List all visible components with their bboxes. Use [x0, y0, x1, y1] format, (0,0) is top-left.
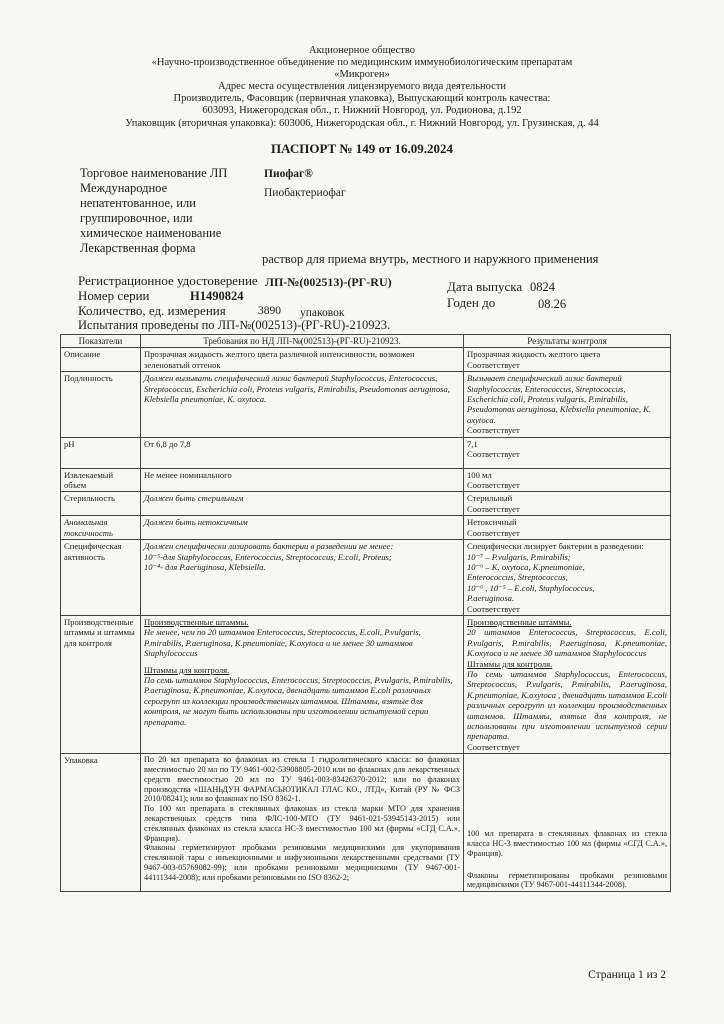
reg-label: Регистрационное удостоверение — [78, 273, 258, 288]
req-identity: Должен вызывать специфический лизис бактерий Staphylococcus, Enterococcus, Streptococcus, Escherichia coli, Proteus vulgaris, P.mirabilis, Pseudomonas aeruginosa, Klebsiella pneumoniae, K. oxytoca. — [141, 372, 464, 437]
res-volume — [464, 468, 671, 492]
table-row — [61, 492, 671, 516]
res-activity-line: P.aeruginosa. — [467, 593, 515, 604]
req-packaging — [141, 754, 464, 892]
table-header-row — [61, 335, 671, 348]
table-row — [61, 540, 671, 616]
row-name-description: Описание — [61, 348, 141, 372]
org-type: Акционерное общество — [309, 45, 415, 56]
org-short-name: «Микроген» — [334, 69, 390, 80]
res-sterility — [464, 492, 671, 516]
inn-label-line3: группировочное, или — [80, 211, 193, 225]
row-name-activity: Специфическая активность — [61, 540, 141, 616]
res-ph-verdict: Соответствует — [467, 449, 520, 460]
req-strains-control: По семь штаммов Staphylococcus, Enterococcus, Streptococcus, P.vulgaris, P.mirabilis, P.aeruginosa, K.pneumoniae, K.oxytoca, двенадцать штаммов E.coli различных серогрупп из коллекции производственных штаммов. Штаммы, взятые для контроля, не могут быть использованы при изготовлении испытуемой серии препарата. — [144, 674, 453, 727]
req-packaging-p1: По 20 мл препарата во флаконах из стекла 1 гидролитического класса: во флаконах вместимостью 20 мл по ТУ 9461-002-53908805-2010 или во флаконах для лекарственных средств вместимостью 20 мл по ТУ 9461-003-83426370-2012; или во флаконах производства «ШАНЬДУН ФАРМАСЬЮТИКАЛ ГЛАС КО., ЛТД», Китай (РУ № ФСЗ 2010/08241); или во флаконах по ISO 8362-1. — [144, 755, 460, 804]
quantity-label: Количество, ед. измерения — [78, 303, 226, 318]
row-name-identity: Подлинность — [61, 372, 141, 437]
res-strains-verdict: Соответствует — [467, 741, 520, 752]
res-identity-value: Вызывает специфический лизис бактерий Staphylococcus, Enterococcus, Streptococcus, Escherichia coli, Proteus vulgaris, P.mirabilis, Pseudomonas aeruginosa, Klebsiella pneumoniae, K. oxytoca. — [467, 373, 652, 425]
res-toxicity — [464, 516, 671, 540]
res-activity — [464, 540, 671, 616]
req-strains-heading-control: Штаммы для контроля. — [144, 664, 230, 675]
packer-address: Упаковщик (вторичная упаковка): 603006, Нижегородская обл., г. Нижний Новгород, ул. Грузинская, д. 44 — [125, 118, 599, 129]
series-value: Н1490824 — [190, 289, 244, 303]
series-label: Номер серии — [78, 288, 150, 303]
release-value: 0824 — [530, 280, 555, 294]
trade-name-label: Торговое наименование ЛП — [80, 166, 228, 180]
req-packaging-p2: По 100 мл препарата в стеклянных флаконах из стекла марки МТО для хранения лекарственных средств типа ФЛС-100-МТО (ТУ 9461-021-53945143-2015) или стеклянных флаконах из стекла класса НС-3 вместимостью 100 мл (фирмы «СГД С.А.», Франция). — [144, 804, 460, 843]
quantity-value: 3890 — [258, 305, 281, 317]
res-strains-heading-production: Производственные штаммы. — [467, 616, 572, 627]
tests-line: Испытания проведены по ЛП-№(002513)-(РГ-RU)-210923. — [78, 318, 391, 332]
res-packaging — [464, 754, 671, 892]
table-row — [61, 615, 671, 753]
trade-name-value: Пиофаг® — [264, 168, 313, 180]
req-volume: Не менее номинального — [141, 468, 464, 492]
res-packaging-p2: Флаконы герметизированы пробками резиновыми медицинскими (ТУ 9467-001-44111344-2008). — [467, 870, 667, 890]
res-activity-line: 10⁻⁶ , 10⁻⁵ – E.coli, Staphylococcus, — [467, 582, 595, 593]
row-name-volume: Извлекаемый объем — [61, 468, 141, 492]
res-strains — [464, 615, 671, 753]
res-identity-verdict: Соответствует — [467, 425, 520, 436]
expiry-value: 08.26 — [538, 297, 567, 311]
producer-line: Производитель, Фасовщик (первичная упаковка), Выпускающий контроль качества: — [173, 93, 551, 104]
req-activity — [141, 540, 464, 616]
table-row — [61, 372, 671, 437]
passport-title: ПАСПОРТ № 149 от 16.09.2024 — [270, 141, 453, 156]
res-sterility-value: Стерильный — [467, 493, 513, 504]
row-name-sterility: Стерильность — [61, 492, 141, 516]
req-activity-line: 10⁻⁵-для Staphylococcus, Enterococcus, Streptococcus, E.coli, Proteus; — [144, 551, 392, 562]
inn-value: Пиобактериофаг — [264, 187, 346, 199]
form-value: раствор для приема внутрь, местного и наружного применения — [262, 252, 599, 266]
table-row — [61, 516, 671, 540]
table-row — [61, 468, 671, 492]
res-activity-verdict: Соответствует — [467, 603, 520, 614]
release-label: Дата выпуска — [447, 279, 523, 294]
page-number: Страница 1 из 2 — [588, 969, 666, 981]
res-toxicity-verdict: Соответствует — [467, 527, 520, 538]
res-strains-production: 20 штаммов Enterococcus, Streptococcus, E.coli, P.vulgaris, P.mirabilis, P.aeruginosa, K.pneumoniae, K.oxytoca и не менее 30 штаммов Staphylococcus — [467, 627, 667, 659]
table-row — [61, 348, 671, 372]
table-row — [61, 437, 671, 468]
row-name-packaging: Упаковка — [61, 754, 141, 892]
res-packaging-p1: 100 мл препарата в стеклянных флаконах из стекла класса НС-3 вместимостью 100 мл (фирмы «СГД С.А.», Франция). — [467, 829, 667, 858]
header-indicators: Показатели — [61, 335, 141, 348]
inn-label-line2: непатентованное, или — [80, 196, 196, 210]
res-description-verdict: Соответствует — [467, 359, 520, 370]
producer-address: 603093, Нижегородская обл., г. Нижний Новгород, ул. Родионова, д.192 — [202, 105, 522, 116]
row-name-toxicity: Аномальная токсичность — [61, 516, 141, 540]
expiry-label: Годен до — [447, 295, 496, 310]
inn-label-line1: Международное — [80, 181, 168, 195]
table-row — [61, 754, 671, 892]
res-description — [464, 348, 671, 372]
req-packaging-p3: Флаконы герметизируют пробками резиновыми медицинскими для укупоривания стеклянной тары с инъекционными и инфузионными лекарственными средствами (ТУ 9467-003-05769082-99); или пробками резиновыми медицинскими (ТУ 9467-001-44111344-2008); или пробками резиновыми по ISO 8362-2; — [144, 843, 460, 882]
header-requirements: Требования по НД ЛП-№(002513)-(РГ-RU)-210923. — [141, 335, 464, 348]
header-results: Результаты контроля — [464, 335, 671, 348]
req-strains-production: Не менее, чем по 20 штаммов Enterococcus, Streptococcus, E.coli, P.vulgaris, P.mirabilis, P.aeruginosa, K.pneumoniae, K.oxytoca и не менее 30 штаммов Staphylococcus — [144, 627, 421, 659]
quantity-unit: упаковок — [300, 307, 345, 319]
res-ph-value: 7,1 — [467, 438, 478, 449]
inn-label-line4: химическое наименование — [80, 226, 222, 240]
res-volume-value: 100 мл — [467, 469, 492, 480]
res-description-value: Прозрачная жидкость желтого цвета — [467, 349, 601, 360]
res-strains-heading-control: Штаммы для контроля. — [467, 658, 553, 669]
res-toxicity-value: Нетоксичный — [467, 517, 517, 528]
res-activity-line: Специфически лизирует бактерии в разведении: — [467, 541, 644, 552]
row-name-ph: pH — [61, 437, 141, 468]
res-activity-line: Enterococcus, Streptococcus, — [467, 572, 568, 583]
res-activity-line: 10⁻⁶ – K. oxytoca, K.pneumoniae, — [467, 561, 585, 572]
req-description: Прозрачная жидкость желтого цвета различной интенсивности, возможен зеленоватый оттенок — [141, 348, 464, 372]
req-ph: От 6,8 до 7,8 — [141, 437, 464, 468]
res-identity — [464, 372, 671, 437]
requirements-table — [60, 334, 671, 892]
res-strains-control: По семь штаммов Staphylococcus, Enterococcus, Streptococcus, P.vulgaris, P.mirabilis, P.aeruginosa, K.pneumoniae, K.oxytoca , двенадцать штаммов E.coli различных серогрупп из коллекции производственных штаммов. Штаммы, взятые для контроля, не использованы при изготовлении испытуемой серии препарата. — [467, 668, 667, 742]
res-ph — [464, 437, 671, 468]
res-volume-verdict: Соответствует — [467, 480, 520, 491]
req-activity-line: 10⁻⁴- для P.aeruginosa, Klebsiella. — [144, 561, 266, 572]
reg-value: ЛП-№(002513)-(РГ-RU) — [265, 275, 392, 289]
org-name: «Научно-производственное объединение по медицинским иммунобиологическим препаратам — [151, 57, 573, 68]
req-strains-heading-production: Производственные штаммы. — [144, 616, 249, 627]
req-toxicity: Должен быть нетоксичным — [141, 516, 464, 540]
req-strains — [141, 615, 464, 753]
address-heading: Адрес места осуществления лицензируемого вида деятельности — [217, 81, 507, 92]
res-sterility-verdict: Соответствует — [467, 503, 520, 514]
row-name-strains: Производственные штаммы и штаммы для контроля — [61, 615, 141, 753]
res-activity-line: 10⁻⁷ – P.vulgaris, P.mirabilis; — [467, 551, 571, 562]
form-label: Лекарственная форма — [80, 241, 196, 255]
req-activity-line: Должен специфически лизировать бактерии в разведении не менее: — [144, 541, 394, 552]
req-sterility: Должен быть стерильным — [141, 492, 464, 516]
